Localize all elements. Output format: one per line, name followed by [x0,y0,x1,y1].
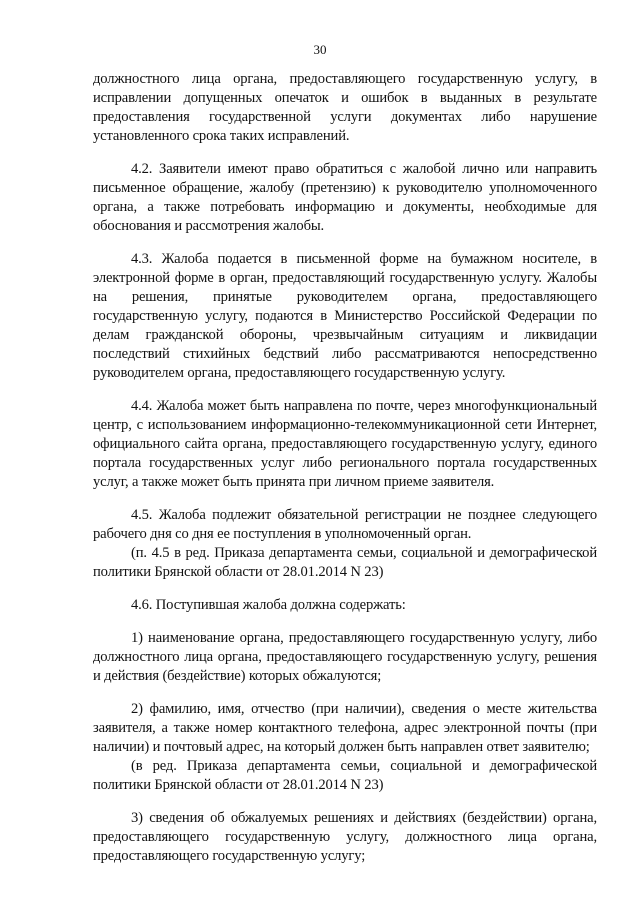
paragraph-4-6: 4.6. Поступившая жалоба должна содержать: [131,597,406,613]
amendment-note-item-2: (в ред. Приказа департамента семьи, социальной и демографической политики Брянской области от 28.01.2014 N 23) [93,758,597,793]
document-body [93,70,597,866]
paragraph-continuation: должностного лица органа, предоставляющего государственную услугу, в исправлении допущенных опечаток и ошибок в выданных в результате предоставления государственной услуги документах либо нарушение установленного срока таких исправлений. [93,71,597,144]
page-number: 30 [313,42,327,57]
list-item-1: 1) наименование органа, предоставляющего государственную услугу, либо должностного лица органа, предоставляющего государственную услугу, решения и действия (бездействие) которых обжалуются; [93,630,597,684]
paragraph-4-4: 4.4. Жалоба может быть направлена по почте, через многофункциональный центр, с использованием информационно-телекоммуникационной сети Интернет, официального сайта органа, предоставляющего государственную услугу, единого портала государственных услуг либо регионального портала государственных услуг, а также может быть принята при личном приеме заявителя. [93,398,597,490]
paragraph-4-2: 4.2. Заявители имеют право обратиться с жалобой лично или направить письменное обращение, жалобу (претензию) к руководителю уполномоченного органа, а также потребовать информацию и документы, необходимые для обоснования и рассмотрения жалобы. [93,161,597,234]
paragraph-4-3: 4.3. Жалоба подается в письменной форме на бумажном носителе, в электронной форме в орган, предоставляющий государственную услугу. Жалобы на решения, принятые руководителем органа, предоставляющего государственную услугу, подаются в Министерство Российской Федерации по делам гражданской обороны, чрезвычайным ситуациям и ликвидации последствий стихийных бедствий либо рассматриваются непосредственно руководителем органа, предоставляющего государственную услугу. [93,251,597,381]
list-item-2: 2) фамилию, имя, отчество (при наличии), сведения о месте жительства заявителя, а также номер контактного телефона, адрес электронной почты (при наличии) и почтовый адрес, на который должен быть направлен ответ заявителю; [93,701,597,755]
amendment-note-4-5: (п. 4.5 в ред. Приказа департамента семьи, социальной и демографической политики Брянской области от 28.01.2014 N 23) [93,545,597,580]
paragraph-4-5: 4.5. Жалоба подлежит обязательной регистрации не позднее следующего рабочего дня со дня ее поступления в уполномоченный орган. [93,507,597,542]
list-item-3: 3) сведения об обжалуемых решениях и действиях (бездействии) органа, предоставляющего государственную услугу, должностного лица органа, предоставляющего государственную услугу; [93,810,597,864]
